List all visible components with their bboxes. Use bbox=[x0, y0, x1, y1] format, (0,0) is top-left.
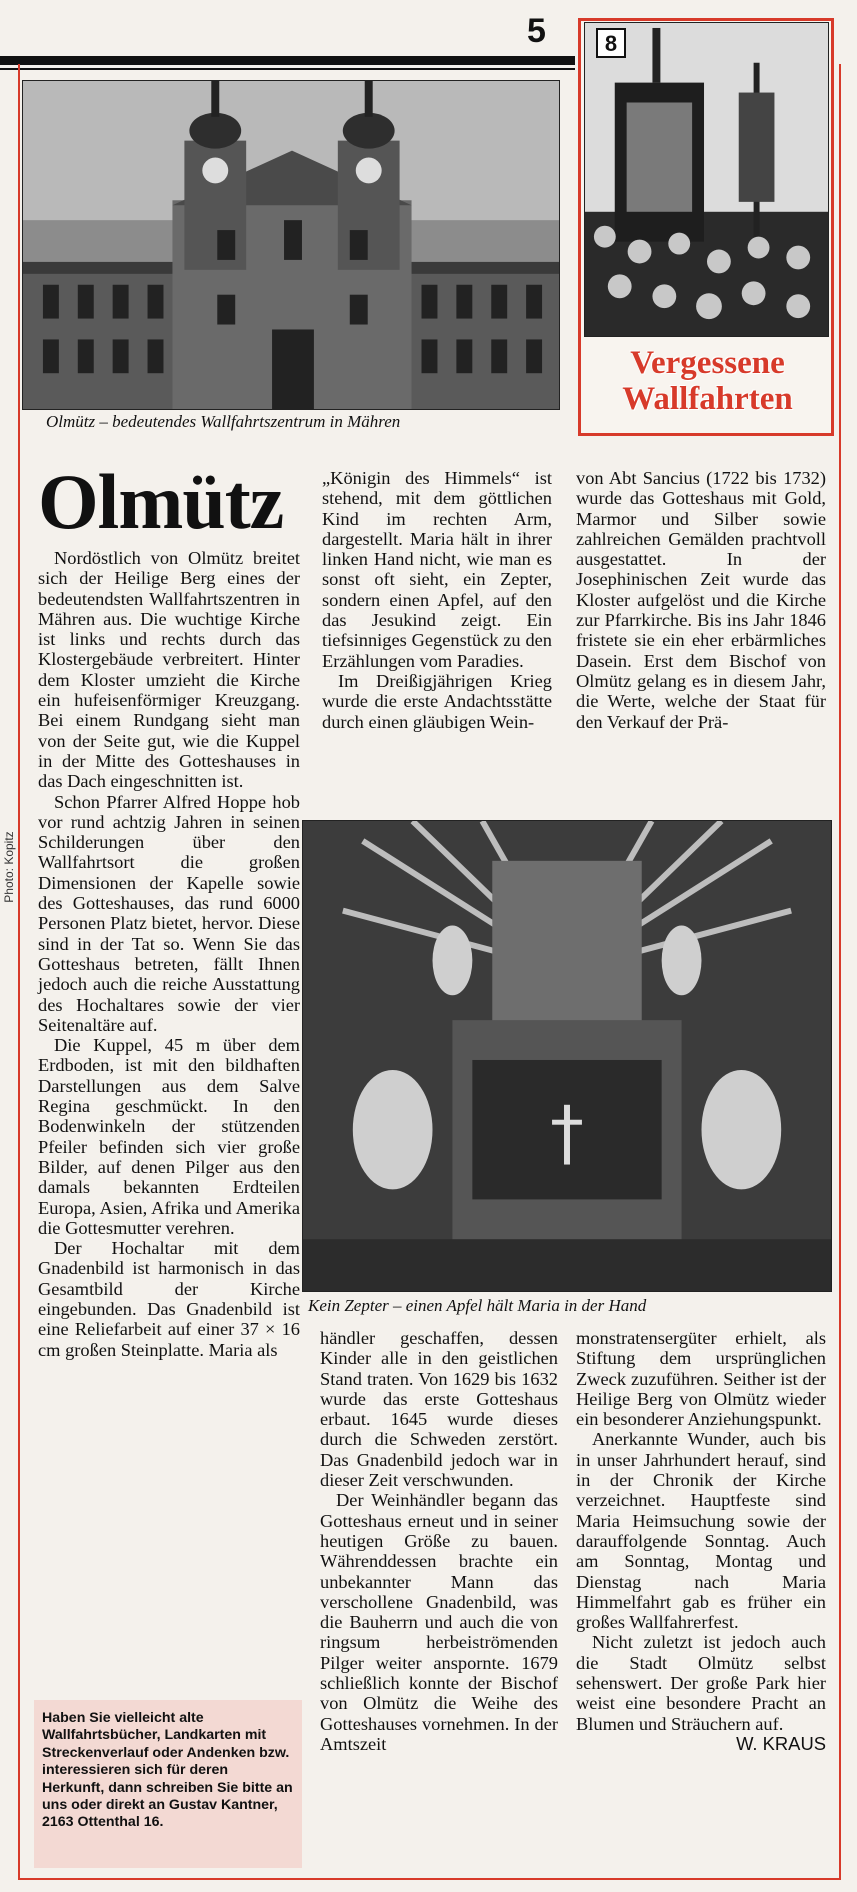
col3-paragraph: Anerkannte Wunder, auch bis in unser Jahrhundert herauf, sind in der Chronik der Kirche verzeichnet. Hauptfeste sind Maria Heimsuchung sowie der darauffolgende Sonntag. Auch am Sonntag, Montag und Dienstag nach Maria Himmelfahrt gab es früher ein großes Wallfahrerfest. bbox=[576, 1429, 826, 1633]
altar-caption: Kein Zepter – einen Apfel hält Maria in der Hand bbox=[308, 1296, 647, 1315]
col1-paragraph: Schon Pfarrer Alfred Hoppe hob vor rund achtzig Jahren in seinen Schilderungen über den Wallfahrtsort die großen Dimensionen der Kapelle sowie des Gotteshauses, das rund 6000 Personen Platz bietet, hervor. Diese sind in der Tat so. Wenn Sie das Gotteshaus betreten, fällt Ihnen jedoch auch die reiche Ausstattung des Hochaltares sowie der vier Seitenaltäre auf. bbox=[38, 791, 300, 1035]
page-number: 5 bbox=[527, 12, 546, 50]
basilica-caption: Olmütz – bedeutendes Wallfahrtszentrum in Mähren bbox=[46, 412, 401, 431]
author-name: W. KRAUS bbox=[736, 1732, 826, 1754]
col3-paragraph bbox=[576, 1632, 826, 1754]
reader-info-box: Haben Sie vielleicht alte Wallfahrtsbücher, Landkarten mit Streckenverlauf oder Andenken bzw. interessieren sich für deren Herkunft, dann schreiben Sie bitte an uns oder direkt an Gustav Kantner, 2163 Ottenthal 16. bbox=[34, 1700, 302, 1868]
series-title-line1: Vergessene bbox=[630, 345, 785, 381]
column-3-top bbox=[576, 468, 826, 732]
altar-photo bbox=[302, 820, 832, 1292]
column-2-top bbox=[322, 468, 552, 732]
col3-paragraph: monstratensergüter erhielt, als Stiftung dem ursprünglichen Zweck zuzuführen. Seither ist der Heilige Berg von Olmütz wieder ein besonderer Anziehungspunkt. bbox=[576, 1328, 826, 1430]
series-title-line2: Wallfahrten bbox=[622, 381, 793, 417]
col1-paragraph: Die Kuppel, 45 m über dem Erdboden, ist mit den bildhaften Darstellungen aus dem Salve Regina geschmückt. In den Bodenwinkeln der stützenden Pfeiler befinden sich vier große Bilder, auf denen Pilger aus den damals bekannten Erdteilen Europa, Asien, Afrika und Amerika die Gottesmutter verehren. bbox=[38, 1035, 300, 1238]
column-3-bottom bbox=[576, 1328, 826, 1754]
col1-paragraph: Der Hochaltar mit dem Gnadenbild ist harmonisch in das Gesamtbild der Kirche eingebunden. Das Gnadenbild ist eine Reliefarbeit auf einer 37 × 16 cm großen Steinplatte. Maria als bbox=[38, 1238, 300, 1360]
procession-photo bbox=[584, 22, 829, 337]
col2-paragraph: Im Dreißigjährigen Krieg wurde die erste Andachtsstätte durch einen gläubigen Wein- bbox=[322, 670, 552, 732]
col2-paragraph: „Königin des Himmels“ ist stehend, mit dem göttlichen Kind im rechten Arm, dargestellt. Maria hält in ihrer linken Hand nicht, wie man es sonst oft sieht, ein Zepter, sondern einen Apfel, auf den das Jesukind zeigt. Ein tiefsinniges Gegenstück zu den Erzählungen vom Paradies. bbox=[322, 468, 552, 671]
headline: Olmütz bbox=[38, 458, 284, 545]
column-2-bottom bbox=[320, 1328, 558, 1754]
col2-paragraph: Der Weinhändler begann das Gotteshaus erneut und in seiner heutigen Größe zu bauen. Währenddessen brachte ein unbekannter Mann das verschollene Gnadenbild, was die Bauherrn und auch die von ringsum herbeiströmenden Pilger weiter anspornte. 1679 schließlich konnte der Bischof von Olmütz die Weihe des Gotteshauses vornehmen. In der Amtszeit bbox=[320, 1490, 558, 1754]
col3-last-paragraph: Nicht zuletzt ist jedoch auch die Stadt Olmütz selbst sehenswert. Der große Park hier weist eine besondere Pracht an Blumen und Sträuchern auf. bbox=[576, 1632, 826, 1734]
col3-paragraph: von Abt Sancius (1722 bis 1732) wurde das Gotteshaus mit Gold, Marmor und Silber sowie zahlreichen Gemälden prachtvoll ausgestattet. In der Josephinischen Zeit wurde das Kloster aufgelöst und die Kirche zur Pfarrkirche. Bis ins Jahr 1846 fristete sie ein eher erbärmliches Dasein. Erst dem Bischof von Olmütz gelang es in diesem Jahr, die Werte, welche der Staat für den Verkauf der Prä- bbox=[576, 468, 826, 732]
basilica-photo bbox=[22, 80, 560, 410]
col1-paragraph: Nordöstlich von Olmütz breitet sich der Heilige Berg eines der bedeutendsten Wallfahrtszentren in Mähren aus. Die wuchtige Kirche ist links und rechts durch das Klostergebäude verbreitert. Hinter dem Kloster umzieht die Kirche ein hufeisenförmiger Kreuzgang. Bei einem Rundgang sieht man von der Seite gut, wie die Kuppel in der Mitte des Gotteshauses in das Dach eingeschnitten ist. bbox=[38, 548, 300, 792]
series-title bbox=[585, 345, 830, 417]
photo-credit: Photo: Kopitz bbox=[2, 831, 16, 903]
col2-paragraph: händler geschaffen, dessen Kinder alle in den geistlichen Stand traten. Von 1629 bis 1632 wurde das erste Gotteshaus erbaut. 1645 wurde dieses durch die Schweden zerstört. Das Gnadenbild jedoch war in dieser Zeit verschwunden. bbox=[320, 1328, 558, 1491]
series-number: 8 bbox=[596, 28, 626, 58]
column-1 bbox=[38, 548, 300, 1360]
